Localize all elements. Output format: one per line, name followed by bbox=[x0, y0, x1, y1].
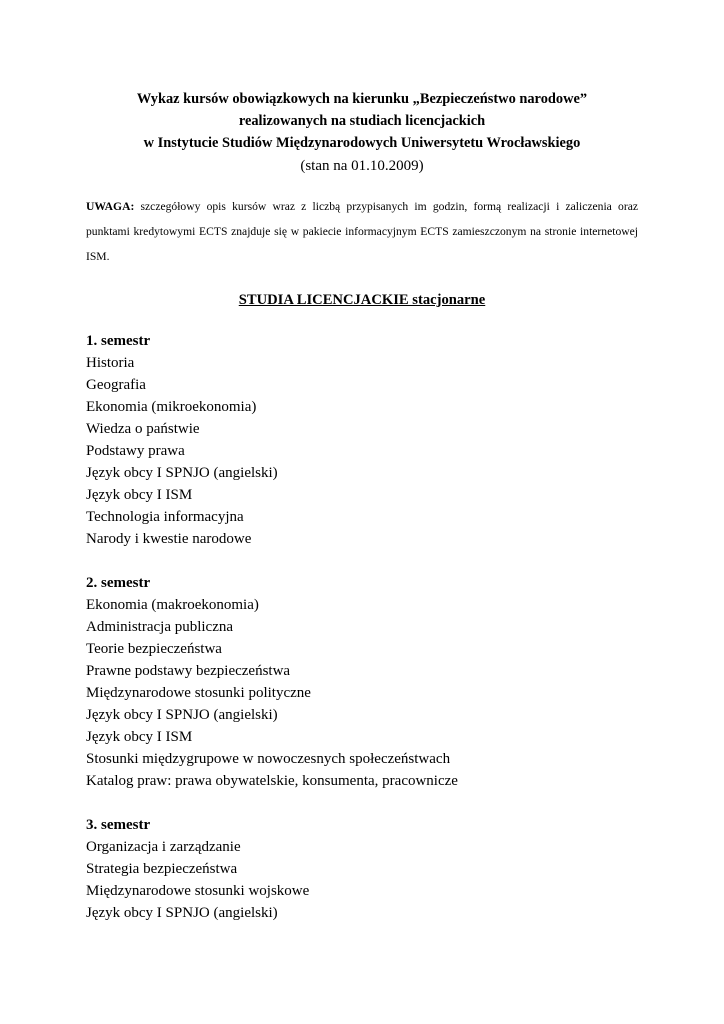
semester-3 bbox=[86, 814, 638, 924]
course-item: Międzynarodowe stosunki wojskowe bbox=[86, 883, 310, 899]
note-label: UWAGA: bbox=[86, 200, 135, 213]
course-item: Ekonomia (mikroekonomia) bbox=[86, 399, 257, 415]
course-item: Katalog praw: prawa obywatelskie, konsumenta, pracownicze bbox=[86, 773, 458, 789]
course-item: Ekonomia (makroekonomia) bbox=[86, 597, 259, 613]
course-item: Język obcy I SPNJO (angielski) bbox=[86, 465, 278, 481]
course-item: Administracja publiczna bbox=[86, 619, 234, 635]
header-line-3: w Instytucie Studiów Międzynarodowych Uniwersytetu Wrocławskiego bbox=[143, 135, 581, 151]
note-paragraph bbox=[86, 194, 638, 269]
course-item: Stosunki międzygrupowe w nowoczesnych społeczeństwach bbox=[86, 751, 451, 767]
section-title: STUDIA LICENCJACKIE stacjonarne bbox=[238, 292, 486, 308]
semester-heading: 1. semestr bbox=[86, 333, 151, 349]
course-item: Język obcy I SPNJO (angielski) bbox=[86, 707, 278, 723]
semester-heading: 3. semestr bbox=[86, 817, 151, 833]
semester-2 bbox=[86, 572, 638, 792]
document-page bbox=[86, 88, 638, 924]
semester-heading: 2. semestr bbox=[86, 575, 151, 591]
course-item: Technologia informacyjna bbox=[86, 509, 244, 525]
course-item: Język obcy I ISM bbox=[86, 729, 193, 745]
header-line-1: Wykaz kursów obowiązkowych na kierunku „Bezpieczeństwo narodowe” bbox=[136, 91, 588, 107]
semester-1 bbox=[86, 330, 638, 550]
course-item: Język obcy I SPNJO (angielski) bbox=[86, 905, 278, 921]
course-item: Teorie bezpieczeństwa bbox=[86, 641, 222, 657]
course-item: Wiedza o państwie bbox=[86, 421, 200, 437]
header-status-date: (stan na 01.10.2009) bbox=[300, 158, 424, 174]
course-item: Strategia bezpieczeństwa bbox=[86, 861, 238, 877]
course-item: Podstawy prawa bbox=[86, 443, 185, 459]
course-item: Historia bbox=[86, 355, 135, 371]
course-item: Organizacja i zarządzanie bbox=[86, 839, 241, 855]
course-item: Międzynarodowe stosunki polityczne bbox=[86, 685, 311, 701]
course-item: Język obcy I ISM bbox=[86, 487, 193, 503]
note-text: szczegółowy opis kursów wraz z liczbą przypisanych im godzin, formą realizacji i zaliczenia oraz punktami kredytowymi ECTS znajduje się w pakiecie informacyjnym ECTS zamieszczonym na stronie internetowej ISM. bbox=[86, 200, 638, 263]
header-line-2: realizowanych na studiach licencjackich bbox=[238, 113, 486, 129]
course-item: Prawne podstawy bezpieczeństwa bbox=[86, 663, 291, 679]
course-item: Narody i kwestie narodowe bbox=[86, 531, 252, 547]
course-item: Geografia bbox=[86, 377, 146, 393]
document-header bbox=[86, 88, 638, 177]
